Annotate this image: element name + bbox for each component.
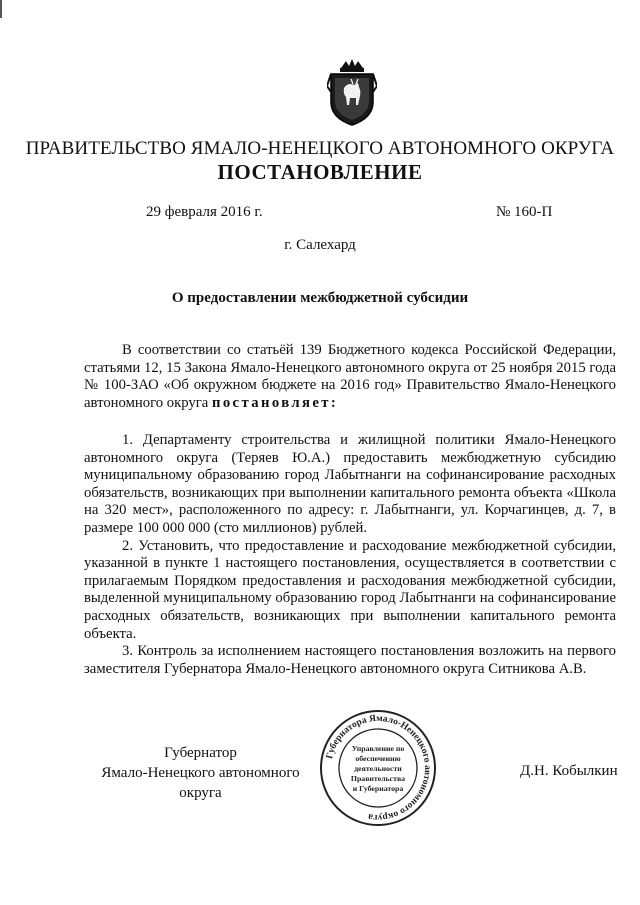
signatory-title-line-1: Губернатор: [164, 745, 237, 761]
resolution-items: [84, 432, 616, 678]
seal-line-5: и Губернатора: [352, 784, 404, 793]
scan-edge-mark: [0, 0, 2, 18]
official-seal: [318, 708, 438, 828]
resolution-item-2: 2. Установить, что предоставление и расходование межбюджетной субсидии, указанной в пункте 1 настоящего постановления, осуществляется в соответствии с прилагаемым Порядком предоставления и расходования межбюджетной субсидии, выделенной муниципальному образованию город Лабытнанги на софинансирование расходных обязательств, возникающих при выполнении капитального ремонта объекта.: [84, 537, 616, 642]
preamble-text: В соответствии со статьёй 139 Бюджетного кодекса Российской Федерации, статьями 12, 15 Закона Ямало-Ненецкого автономного округа от 25 ноября 2015 года № 100-ЗАО «Об окружном бюджете на 2016 год» Правительство Ямало-Ненецкого автономного округа: [84, 342, 616, 411]
signatory-name: Д.Н. Кобылкин: [520, 763, 618, 779]
seal-line-1: Управление по: [351, 744, 405, 753]
signatory-title-line-2: Ямало-Ненецкого автономного округа: [101, 765, 300, 801]
document-date: 29 февраля 2016 г.: [146, 204, 263, 220]
organization-name: ПРАВИТЕЛЬСТВО ЯМАЛО-НЕНЕЦКОГО АВТОНОМНОГО ОКРУГА: [25, 138, 615, 159]
resolution-item-1: 1. Департаменту строительства и жилищной политики Ямало-Ненецкого автономного округа (Теряев Ю.А.) предоставить межбюджетную субсидию муниципальному образованию город Лабытнанги на софинансирование расходных обязательств, возникающих при выполнении капитального ремонта объекта «Школа на 320 мест», расположенного по адресу: г. Лабытнанги, ул. Корчагинцев, д. 7, в размере 100 000 000 (сто миллионов) рублей.: [84, 432, 616, 536]
seal-line-3: деятельности: [354, 764, 402, 773]
resolution-item-3: 3. Контроль за исполнением настоящего постановления возложить на первого заместителя Губернатора Ямало-Ненецкого автономного округа Ситникова А.В.: [84, 643, 616, 677]
seal-ring-text: Губернатора Ямало-Ненецкого автономного округа: [324, 713, 433, 823]
coat-of-arms-icon: [327, 58, 377, 126]
document-number: № 160-П: [496, 204, 553, 220]
document-subject: О предоставлении межбюджетной субсидии: [171, 290, 469, 306]
signatory-title: [88, 743, 313, 803]
seal-line-2: обеспечению: [355, 754, 401, 763]
seal-line-4: Правительства: [350, 774, 406, 783]
preamble: [84, 342, 616, 412]
preamble-keyword: постановляет:: [211, 394, 339, 411]
document-city: г. Салехард: [284, 237, 356, 253]
document-type: ПОСТАНОВЛЕНИЕ: [217, 160, 423, 184]
